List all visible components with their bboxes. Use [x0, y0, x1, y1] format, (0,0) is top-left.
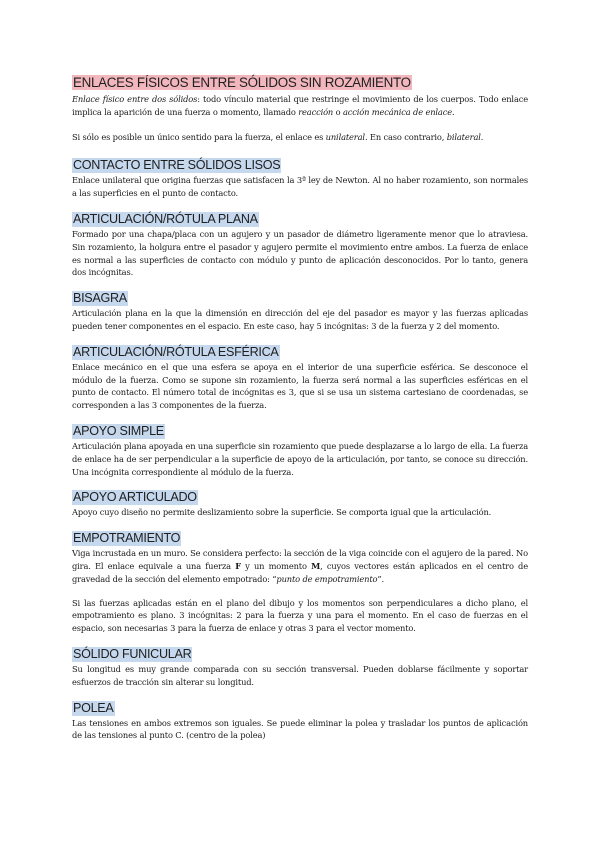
intro-text-b: o — [333, 106, 343, 117]
intro2-text-b: . En caso contrario, — [364, 131, 447, 142]
text-articulacion-esferica: Enlace mecánico en el que una esfera se apoya en el interior de una superficie esférica. Se desconoce el módulo de la fuerza. Como se supone sin rozamiento, la fuerza será normal a las superficies esféricas en el punto de contacto. El número total de incógnitas es 3, que si se usa un sistema cartesiano de coordenadas, se corresponden a las 3 componentes de la fuerza. — [72, 361, 528, 411]
document-content — [72, 72, 528, 742]
text-empotramiento-1 — [72, 547, 528, 585]
intro-text-a: : todo vínculo material que restringe el movimiento de los cuerpos. Todo enlace implica la aparición de una fuerza o momento, llamado — [72, 94, 528, 117]
text-apoyo-simple: Articulación plana apoyada en una superficie sin rozamiento que puede desplazarse a lo largo de ella. La fuerza de enlace ha de ser perpendicular a la superficie de apoyo de la articulación, por tanto, se conoce su dirección. Una incógnita correspondiente al módulo de la fuerza. — [72, 440, 528, 477]
section-apoyo-simple — [72, 420, 528, 478]
section-empotramiento — [72, 527, 528, 635]
section-articulacion-esferica — [72, 341, 528, 412]
heading-contacto: CONTACTO ENTRE SÓLIDOS LISOS — [73, 158, 281, 173]
empotramiento-text-a: Viga incrustada en un muro. Se considera perfecto: la sección de la viga coincide con el agujero de la pared. No gira. El enlace equivale a una fuerza — [72, 548, 529, 571]
intro-text-c: . — [451, 106, 455, 117]
text-bisagra: Articulación plana en la que la dimensión en dirección del eje del pasador es mayor y las fuerzas aplicadas pueden tener componentes en el espacio. En este caso, hay 5 incógnitas: 3 de la fuerza y 2 del momento. — [72, 308, 528, 331]
intro-paragraph-1 — [72, 93, 528, 119]
section-articulacion-plana — [72, 208, 528, 279]
section-polea — [72, 697, 528, 743]
heading-polea: POLEA — [73, 700, 114, 715]
spacer — [72, 119, 528, 131]
text-solido-funicular: Su longitud es muy grande comparada con su sección transversal. Pueden doblarse fácilmente y soportar esfuerzos de tracción sin alterar su longitud. — [72, 663, 528, 687]
vector-momento-label: M — [311, 560, 321, 571]
text-empotramiento-2: Si las fuerzas aplicadas están en el plano del dibujo y los momentos son perpendiculares a dicho plano, el empotramiento es plano. 3 incógnitas: 2 para la fuerza y una para el momento. En el caso de fuerzas en el espacio, son necesarias 3 para la fuerza de enlace y otras 3 para el vector momento. — [72, 597, 528, 634]
heading-solido-funicular: SÓLIDO FUNICULAR — [73, 646, 192, 661]
empotramiento-text-b: y un momento — [240, 560, 312, 571]
intro-term-reaccion: reacción — [298, 106, 334, 117]
term-punto-empotramiento: punto de empotramiento — [276, 573, 378, 584]
intro2-text-c: . — [480, 131, 484, 142]
intro-term-accion: acción mecánica de enlace — [342, 106, 452, 117]
intro-paragraph-2 — [72, 131, 528, 144]
heading-empotramiento: EMPOTRAMIENTO — [73, 531, 181, 546]
section-apoyo-articulado — [72, 486, 528, 519]
intro-term: Enlace físico entre dos sólidos — [72, 94, 198, 104]
heading-apoyo-articulado: APOYO ARTICULADO — [73, 490, 197, 505]
spacer — [72, 586, 528, 597]
text-contacto: Enlace unilateral que origina fuerzas que satisfacen la 3ª ley de Newton. Al no haber rozamiento, son normales a las superficies en el punto de contacto. — [72, 175, 528, 199]
section-bisagra — [72, 287, 528, 333]
empotramiento-text-c: , cuyos vectores están aplicados en el centro de gravedad de la sección del elemento empotrado: “ — [72, 560, 528, 584]
text-polea: Las tensiones en ambos extremos son iguales. Se puede eliminar la polea y trasladar los puntos de aplicación de las tensiones al punto C. (centro de la polea) — [72, 717, 528, 741]
section-solido-funicular — [72, 643, 528, 689]
heading-bisagra: BISAGRA — [73, 291, 127, 306]
heading-apoyo-simple: APOYO SIMPLE — [73, 423, 164, 438]
vector-fuerza-label: F — [235, 560, 241, 571]
section-contacto — [72, 154, 528, 200]
page-title: ENLACES FÍSICOS ENTRE SÓLIDOS SIN ROZAMIENTO — [73, 75, 411, 90]
intro2-term-unilateral: unilateral — [325, 131, 365, 142]
text-apoyo-articulado: Apoyo cuyo diseño no permite deslizamiento sobre la superficie. Se comporta igual que la articulación. — [72, 507, 492, 518]
heading-articulacion-plana: ARTICULACIÓN/RÓTULA PLANA — [73, 211, 258, 226]
empotramiento-text-d: ”. — [377, 573, 384, 584]
text-articulacion-plana: Formado por una chapa/placa con un agujero y un pasador de diámetro ligeramente menor que lo atraviesa. Sin rozamiento, la holgura entre el pasador y agujero permite el movimiento entre ambos. La fuerza de enlace es normal a las superficies de contacto con módulo y punto de aplicación desconocidos. Por lo tanto, genera dos incógnitas. — [72, 228, 528, 278]
intro2-term-bilateral: bilateral — [446, 131, 481, 142]
heading-articulacion-esferica: ARTICULACIÓN/RÓTULA ESFÉRICA — [73, 344, 279, 359]
title-block — [72, 72, 528, 91]
intro2-text-a: Si sólo es posible un único sentido para la fuerza, el enlace es — [72, 131, 326, 142]
